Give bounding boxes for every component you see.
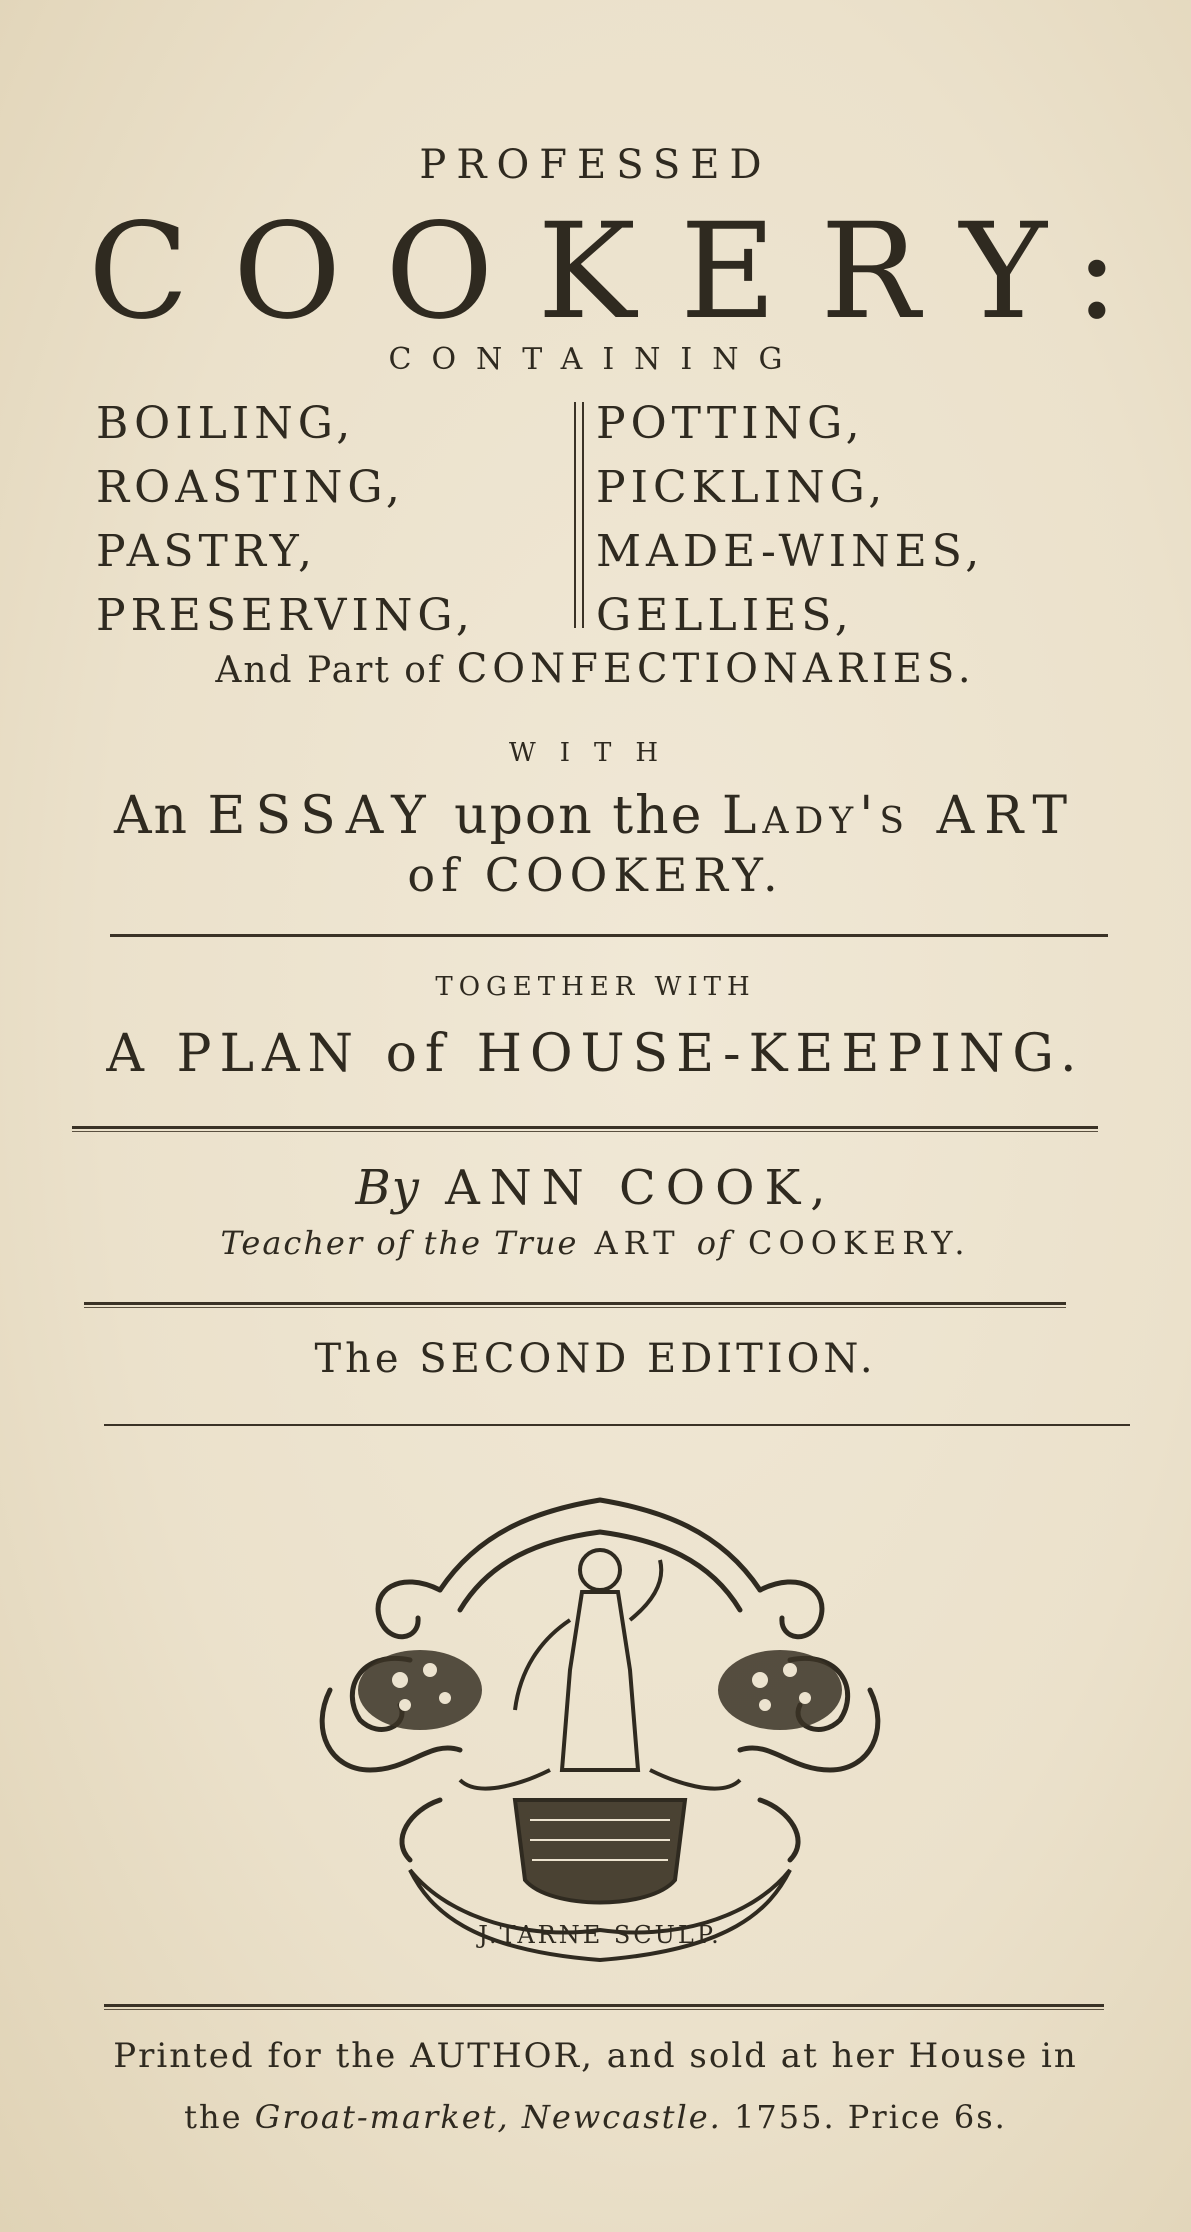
author-description [0, 1224, 1191, 1262]
imprint-line-1: Printed for the AUTHOR, and sold at her House in [113, 2036, 1078, 2076]
essay-line [0, 786, 1191, 846]
contents-item: MADE-WINES, [596, 526, 985, 577]
divider-rule [110, 934, 1108, 937]
cookery-caps: COOKERY. [731, 1224, 971, 1262]
with-label: WITH [508, 738, 682, 768]
woodcut-ornament-icon [300, 1470, 900, 1970]
contents-item: GELLIES, [596, 590, 854, 641]
author-byline [0, 1160, 1191, 1216]
essay-line-2: of COOKERY. [407, 848, 784, 902]
teacher-italic: Teacher of the True [220, 1224, 579, 1262]
housekeeping-plan-title: A PLAN of HOUSE-KEEPING. [106, 1024, 1085, 1084]
contents-item: PICKLING, [596, 462, 888, 513]
of-italic: of [696, 1224, 732, 1262]
essay-art: ART [910, 786, 1078, 846]
contents-right-column [596, 392, 984, 648]
column-divider [574, 402, 584, 628]
title-professed: PROFESSED [419, 142, 772, 188]
edition-label: The SECOND EDITION. [314, 1336, 877, 1382]
contents-left-column [96, 392, 475, 648]
divider-rule [72, 1126, 1098, 1132]
contents-item: BOILING, [96, 398, 356, 449]
author-name: ANN COOK, [419, 1160, 836, 1216]
by-word: By [355, 1160, 420, 1216]
essay-an: An [113, 786, 208, 846]
imprint-the: the [184, 2098, 255, 2136]
divider-rule [84, 1302, 1066, 1308]
essay-lady: Lady's [721, 786, 911, 846]
essay-upon: upon the [435, 786, 722, 846]
confect-caps: CONFECTIONARIES. [456, 646, 976, 692]
essay-word: ESSAY [207, 786, 436, 846]
title-cookery: COOKERY: [87, 195, 1164, 349]
containing-label: CONTAINING [388, 342, 803, 377]
confectionaries-line [0, 646, 1191, 692]
imprint-place: Groat-market, Newcastle. [254, 2098, 722, 2136]
contents-item: PASTRY, [96, 526, 317, 577]
together-with-label: TOGETHER WITH [435, 972, 756, 1002]
art-caps: ART [578, 1224, 697, 1262]
ornament-signature: J.TARNE SCULP. [478, 1921, 722, 1949]
contents-item: POTTING, [596, 398, 865, 449]
divider-rule [104, 2004, 1104, 2010]
confect-prefix: And Part of [215, 650, 457, 691]
imprint-date-price: 1755. Price 6s. [721, 2098, 1007, 2136]
contents-item: ROASTING, [96, 462, 405, 513]
divider-rule [104, 1424, 1130, 1426]
imprint-line-2 [0, 2098, 1191, 2136]
contents-item: PRESERVING, [96, 590, 475, 641]
